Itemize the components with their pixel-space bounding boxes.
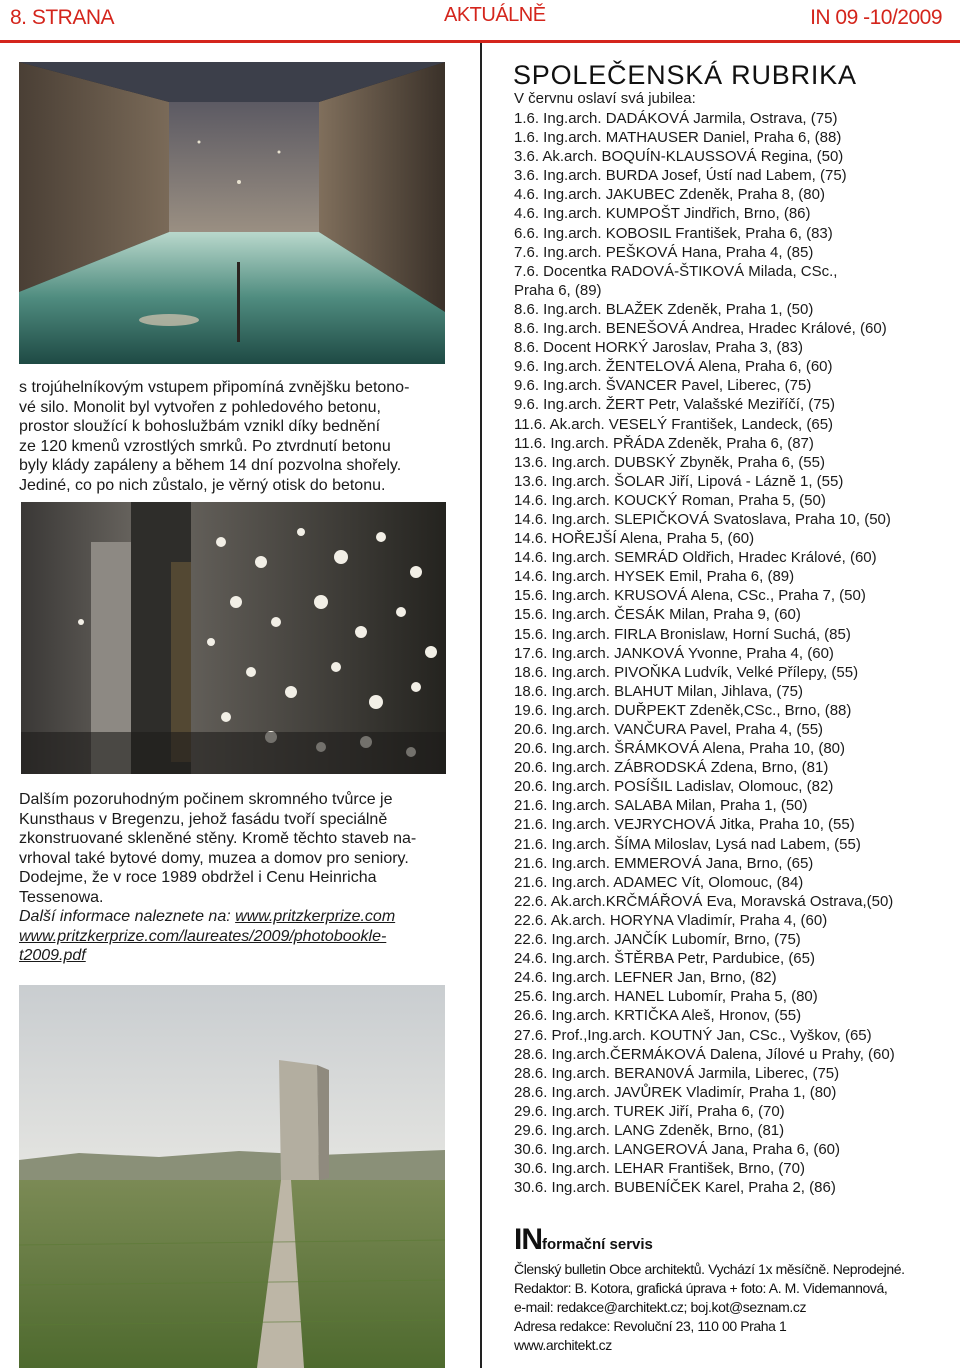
text-line: s trojúhelníkovým vstupem připomíná zvnějšku betono- <box>19 379 410 396</box>
page-number: 8. STRANA <box>10 6 115 29</box>
jubilee-item: 19.6. Ing.arch. DUŘPEKT Zdeněk,CSc., Brno, (88) <box>514 701 852 719</box>
rubrika-title: SPOLEČENSKÁ RUBRIKA <box>513 60 857 90</box>
text-line: Dalším pozoruhodným počinem skromného tvůrce je <box>19 791 393 808</box>
jubilee-item: 21.6. Ing.arch. ADAMEC Vít, Olomouc, (84) <box>514 873 804 891</box>
info-title <box>514 1225 954 1260</box>
jubilee-item: 1.6. Ing.arch. MATHAUSER Daniel, Praha 6, (88) <box>514 129 842 147</box>
issue-label: IN 09 -10/2009 <box>810 6 942 29</box>
jubilee-item: 15.6. Ing.arch. ČESÁK Milan, Praha 9, (60) <box>514 606 801 624</box>
jubilee-item: 24.6. Ing.arch. ŠTĚRBA Petr, Pardubice, (65) <box>514 950 815 968</box>
jubilee-item: 28.6. Ing.arch. BERAN0VÁ Jarmila, Liberec, (75) <box>514 1064 840 1082</box>
text-line: Jediné, co po nich zůstalo, je věrný otisk do betonu. <box>19 476 386 494</box>
article-paragraph-2 <box>19 790 459 966</box>
jubilee-item: 9.6. Ing.arch. ŽERT Petr, Valašské Meziříčí, (75) <box>514 396 835 414</box>
info-box <box>514 1225 954 1355</box>
jubilee-item: 22.6. Ak.arch.KRČMÁŘOVÁ Eva, Moravská Ostrava,(50) <box>514 892 894 910</box>
info-title-big: IN <box>514 1223 542 1256</box>
jubilee-item: 9.6. Ing.arch. ŠVANCER Pavel, Liberec, (75) <box>514 377 812 395</box>
jubilee-item: 8.6. Ing.arch. BLAŽEK Zdeněk, Praha 1, (50) <box>514 300 814 318</box>
jubilee-item: 4.6. Ing.arch. KUMPOŠT Jindřich, Brno, (86) <box>514 205 811 223</box>
jubilee-item: 1.6. Ing.arch. DADÁKOVÁ Jarmila, Ostrava, (75) <box>514 110 838 127</box>
jubilee-item: 14.6. Ing.arch. HYSEK Emil, Praha 6, (89) <box>514 568 795 586</box>
jubilee-item: 11.6. Ing.arch. PŘÁDA Zdeněk, Praha 6, (87) <box>514 434 814 452</box>
photo-chapel-landscape <box>19 985 445 1368</box>
jubilee-item: 8.6. Docent HORKÝ Jaroslav, Praha 3, (83) <box>514 339 804 357</box>
jubilee-item: 30.6. Ing.arch. BUBENÍČEK Karel, Praha 2, (86) <box>514 1179 836 1197</box>
jubilee-item: 24.6. Ing.arch. LEFNER Jan, Brno, (82) <box>514 969 777 987</box>
jubilee-item: 20.6. Ing.arch. ŠRÁMKOVÁ Alena, Praha 10, (80) <box>514 740 846 758</box>
jubilee-list <box>514 109 895 1197</box>
jubilee-item: 26.6. Ing.arch. KRTIČKA Aleš, Hronov, (55) <box>514 1007 802 1025</box>
jubilee-item: 3.6. Ing.arch. BURDA Josef, Ústí nad Labem, (75) <box>514 167 847 185</box>
text-line: Tessenowa. <box>19 888 104 906</box>
jubilee-item: 13.6. Ing.arch. ŠOLAR Jiří, Lipová - Lázně 1, (55) <box>514 472 844 490</box>
section-title: AKTUÁLNĚ <box>444 4 546 26</box>
info-line: Adresa redakce: Revoluční 23, 110 00 Praha 1 <box>514 1318 787 1334</box>
jubilee-item: 18.6. Ing.arch. BLAHUT Milan, Jihlava, (75) <box>514 682 804 700</box>
jubilee-item: 21.6. Ing.arch. ŠÍMA Miloslav, Lysá nad Labem, (55) <box>514 835 861 853</box>
text-line: zkonstruované skleněné stěny. Kromě těchto staveb na- <box>19 830 417 847</box>
rubrika-intro: V červnu oslaví svá jubilea: <box>514 90 696 107</box>
jubilee-item: 22.6. Ak.arch. HORYNA Vladimír, Praha 4, (60) <box>514 911 828 929</box>
jubilee-item: 13.6. Ing.arch. DUBSKÝ Zbyněk, Praha 6, (55) <box>514 453 825 471</box>
photo-thermal-bath <box>19 62 445 364</box>
jubilee-item: 6.6. Ing.arch. KOBOSIL František, Praha 6, (83) <box>514 224 833 242</box>
jubilee-item: 27.6. Prof.,Ing.arch. KOUTNÝ Jan, CSc., Vyškov, (65) <box>514 1026 872 1044</box>
info-title-rest: formační servis <box>542 1236 653 1253</box>
link-photobooklet-cont[interactable]: t2009.pdf <box>19 947 86 964</box>
more-info-label: Další informace naleznete na: <box>19 908 236 925</box>
more-info-line <box>19 907 459 927</box>
text-line: byly klády zapáleny a během 14 dní pozvolna shořely. <box>19 457 402 474</box>
link-pritzkerprize[interactable]: www.pritzkerprize.com <box>235 908 396 925</box>
jubilee-item: 4.6. Ing.arch. JAKUBEC Zdeněk, Praha 8, (80) <box>514 186 825 204</box>
jubilee-item: 8.6. Ing.arch. BENEŠOVÁ Andrea, Hradec Králové, (60) <box>514 320 887 338</box>
link-photobooklet[interactable]: www.pritzkerprize.com/laureates/2009/photobookle- <box>19 927 387 945</box>
text-line: Kunsthaus v Bregenzu, jehož fasádu tvoří speciálně <box>19 810 388 828</box>
jubilee-item: 14.6. Ing.arch. SEMRÁD Oldřich, Hradec Králové, (60) <box>514 549 877 567</box>
text-line: vrhoval také bytové domy, muzea a domov pro seniory. <box>19 849 409 867</box>
info-line: Členský bulletin Obce architektů. Vychází 1x měsíčně. Neprodejné. <box>514 1261 905 1277</box>
jubilee-item: 14.6. HOŘEJŠÍ Alena, Praha 5, (60) <box>514 530 755 548</box>
jubilee-item: 7.6. Ing.arch. PEŠKOVÁ Hana, Praha 4, (85) <box>514 243 814 261</box>
info-website-link[interactable]: www.architekt.cz <box>514 1337 612 1353</box>
jubilee-item: 29.6. Ing.arch. LANG Zdeněk, Brno, (81) <box>514 1121 785 1139</box>
jubilee-item: 20.6. Ing.arch. VANČURA Pavel, Praha 4, (55) <box>514 721 824 738</box>
jubilee-item: 20.6. Ing.arch. POSÍŠIL Ladislav, Olomouc, (82) <box>514 778 834 796</box>
jubilee-item: 28.6. Ing.arch.ČERMÁKOVÁ Dalena, Jílové u Prahy, (60) <box>514 1045 895 1063</box>
jubilee-item: 14.6. Ing.arch. KOUCKÝ Roman, Praha 5, (50) <box>514 491 826 509</box>
text-line: prostor sloužící k bohoslužbám vznikl díky bednění <box>19 418 381 435</box>
text-line: vé silo. Monolit byl vytvořen z pohledového betonu, <box>19 398 381 416</box>
jubilee-item: 21.6. Ing.arch. VEJRYCHOVÁ Jitka, Praha 10, (55) <box>514 816 855 834</box>
info-email-line[interactable]: e-mail: redakce@architekt.cz; boj.kot@seznam.cz <box>514 1299 807 1315</box>
jubilee-item: 21.6. Ing.arch. EMMEROVÁ Jana, Brno, (65) <box>514 854 814 872</box>
text-line: Dodejme, že v roce 1989 obdržel i Cenu Heinricha <box>19 869 377 886</box>
jubilee-item: 29.6. Ing.arch. TUREK Jiří, Praha 6, (70) <box>514 1102 785 1120</box>
text-line: ze 120 kmenů vzrostlých smrků. Po ztvrdnutí betonu <box>19 437 391 455</box>
jubilee-item: 30.6. Ing.arch. LANGEROVÁ Jana, Praha 6, (60) <box>514 1141 841 1159</box>
jubilee-item: 28.6. Ing.arch. JAVŮREK Vladimír, Praha 1, (80) <box>514 1083 837 1101</box>
jubilee-item: 7.6. Docentka RADOVÁ-ŠTIKOVÁ Milada, CSc., <box>514 262 838 280</box>
jubilee-item: 21.6. Ing.arch. SALABA Milan, Praha 1, (50) <box>514 797 808 815</box>
jubilee-item: 15.6. Ing.arch. FIRLA Bronislaw, Horní Suchá, (85) <box>514 625 851 643</box>
column-divider <box>480 43 482 1368</box>
jubilee-item: Praha 6, (89) <box>514 281 602 299</box>
jubilee-item: 14.6. Ing.arch. SLEPIČKOVÁ Svatoslava, Praha 10, (50) <box>514 510 891 528</box>
info-lines <box>514 1260 954 1355</box>
jubilee-item: 17.6. Ing.arch. JANKOVÁ Yvonne, Praha 4, (60) <box>514 644 834 662</box>
jubilee-item: 18.6. Ing.arch. PIVOŇKA Ludvík, Velké Přílepy, (55) <box>514 663 859 681</box>
jubilee-item: 30.6. Ing.arch. LEHAR František, Brno, (70) <box>514 1160 805 1178</box>
jubilee-item: 3.6. Ak.arch. BOQUÍN-KLAUSSOVÁ Regina, (50) <box>514 148 844 166</box>
info-line: Redaktor: B. Kotora, grafická úprava + foto: A. M. Videmannová, <box>514 1280 888 1296</box>
jubilee-item: 22.6. Ing.arch. JANČÍK Lubomír, Brno, (75) <box>514 931 801 949</box>
jubilee-item: 11.6. Ak.arch. VESELÝ František, Landeck, (65) <box>514 415 834 433</box>
jubilee-item: 20.6. Ing.arch. ZÁBRODSKÁ Zdena, Brno, (81) <box>514 759 829 777</box>
photo-chapel-interior <box>21 502 446 774</box>
page-header <box>0 0 960 40</box>
jubilee-item: 15.6. Ing.arch. KRUSOVÁ Alena, CSc., Praha 7, (50) <box>514 587 866 605</box>
jubilee-item: 25.6. Ing.arch. HANEL Lubomír, Praha 5, (80) <box>514 988 818 1006</box>
article-paragraph-1 <box>19 378 459 495</box>
jubilee-item: 9.6. Ing.arch. ŽENTELOVÁ Alena, Praha 6, (60) <box>514 358 833 376</box>
